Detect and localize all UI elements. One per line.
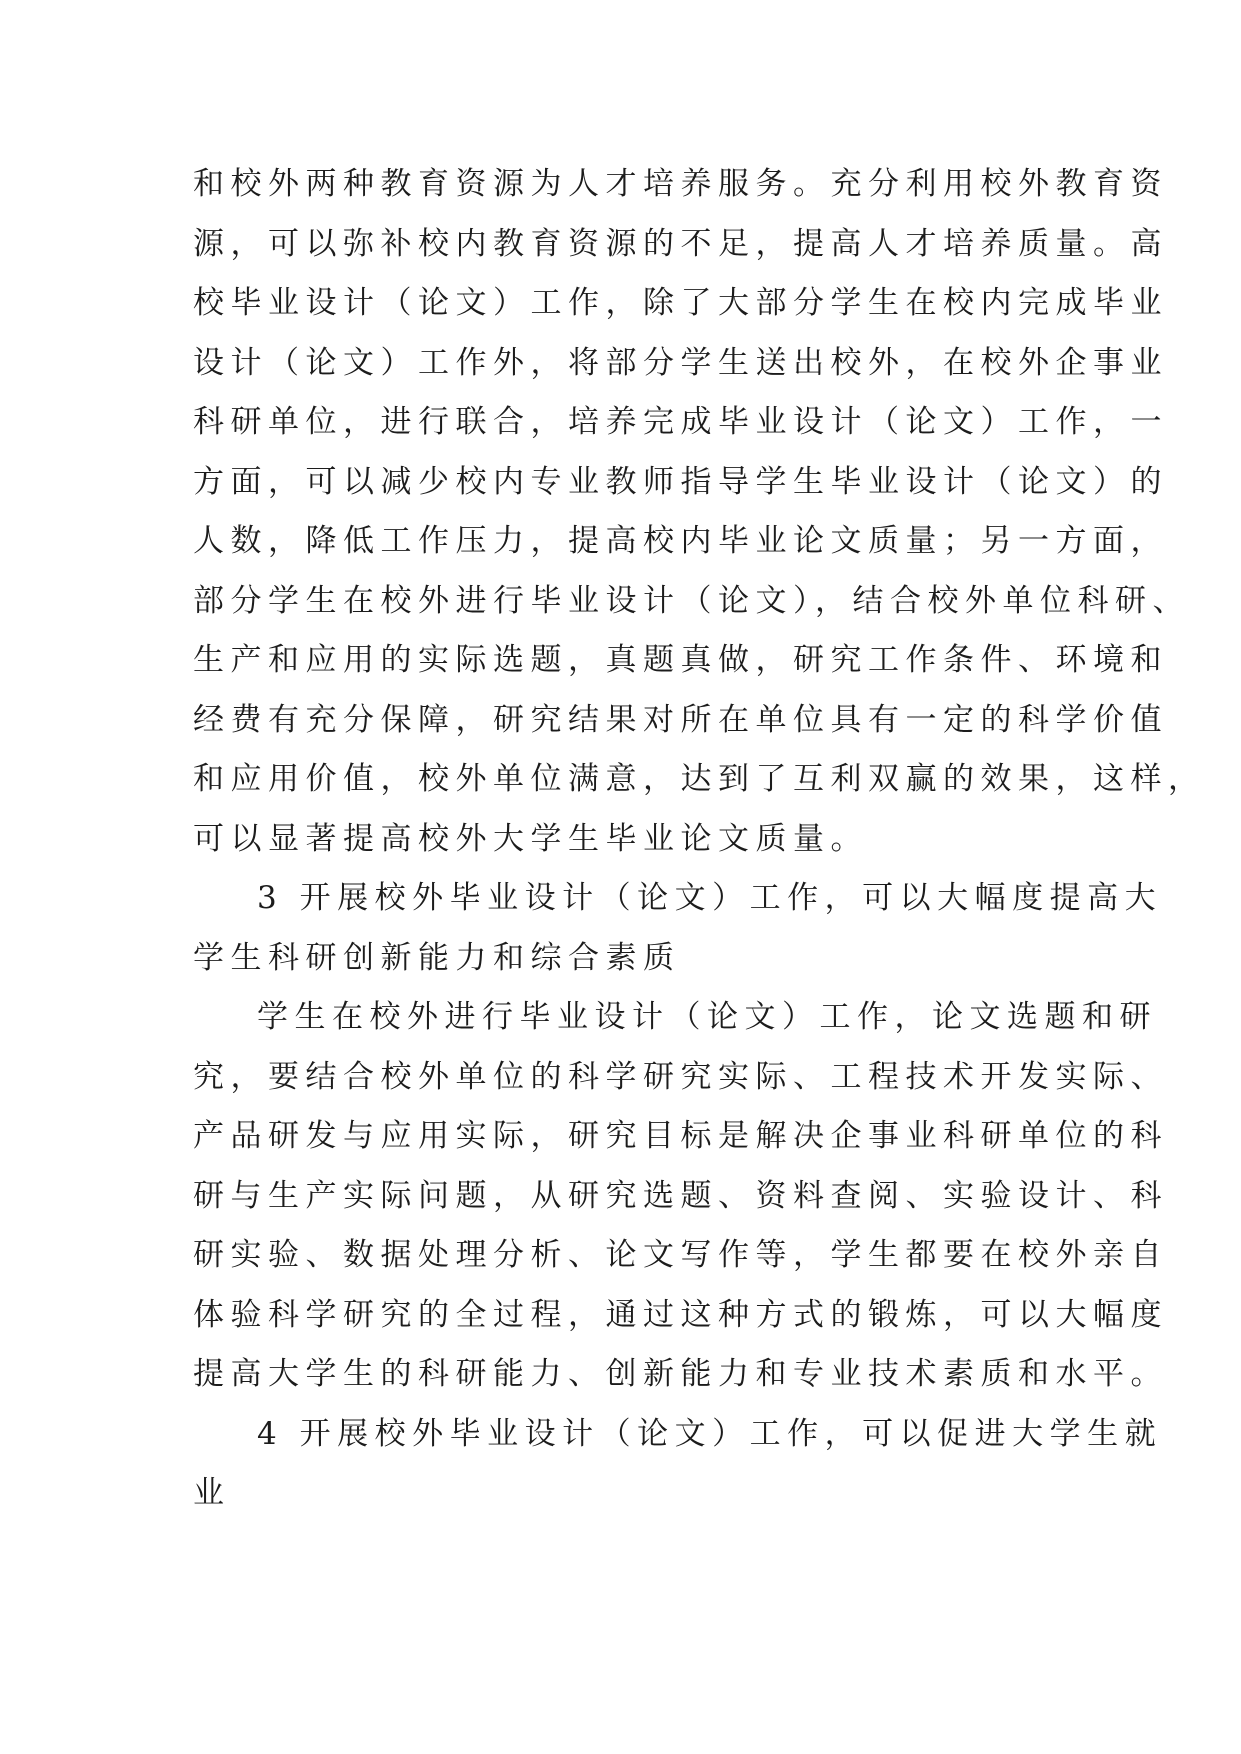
text-line: 经费有充分保障，研究结果对所在单位具有一定的科学价值	[193, 701, 1168, 738]
text-line: 究，要结合校外单位的科学研究实际、工程技术开发实际、	[193, 1058, 1168, 1095]
text-line: 提高大学生的科研能力、创新能力和专业技术素质和水平。	[193, 1356, 1168, 1392]
text-line: 生产和应用的实际选题，真题真做，研究工作条件、环境和	[193, 642, 1168, 678]
text-line: 和校外两种教育资源为人才培养服务。充分利用校外教育资	[193, 166, 1168, 202]
section-heading-4: 4 开展校外毕业设计（论文）工作，可以促进大学生就	[257, 1415, 1163, 1452]
text-line: 产品研发与应用实际，研究目标是解决企事业科研单位的科	[193, 1118, 1168, 1154]
text-line: 研实验、数据处理分析、论文写作等，学生都要在校外亲自	[193, 1237, 1168, 1273]
text-line: 体验科学研究的全过程，通过这种方式的锻炼，可以大幅度	[193, 1296, 1168, 1333]
section-heading-3: 3 开展校外毕业设计（论文）工作，可以大幅度提高大	[257, 880, 1163, 916]
text-line: 源，可以弥补校内教育资源的不足，提高人才培养质量。高	[193, 225, 1168, 262]
section-heading-3-continued: 学生科研创新能力和综合素质	[193, 939, 681, 976]
text-line: 校毕业设计（论文）工作，除了大部分学生在校内完成毕业	[193, 285, 1168, 321]
section-heading-4-continued: 业	[193, 1475, 231, 1511]
text-line: 学生在校外进行毕业设计（论文）工作，论文选题和研	[257, 999, 1157, 1035]
text-line: 科研单位，进行联合，培养完成毕业设计（论文）工作，一	[193, 404, 1168, 440]
text-line: 设计（论文）工作外，将部分学生送出校外，在校外企事业	[193, 344, 1168, 381]
text-line: 部分学生在校外进行毕业设计（论文），结合校外单位科研、	[193, 582, 1190, 619]
text-line: 方面，可以减少校内专业教师指导学生毕业设计（论文）的	[193, 463, 1168, 500]
body-text	[193, 155, 1206, 1524]
text-line: 和应用价值，校外单位满意，达到了互利双赢的效果，这样，	[193, 761, 1206, 797]
text-line: 研与生产实际问题，从研究选题、资料查阅、实验设计、科	[193, 1177, 1168, 1214]
text-line: 人数，降低工作压力，提高校内毕业论文质量；另一方面，	[193, 523, 1168, 559]
text-line: 可以显著提高校外大学生毕业论文质量。	[193, 820, 868, 857]
